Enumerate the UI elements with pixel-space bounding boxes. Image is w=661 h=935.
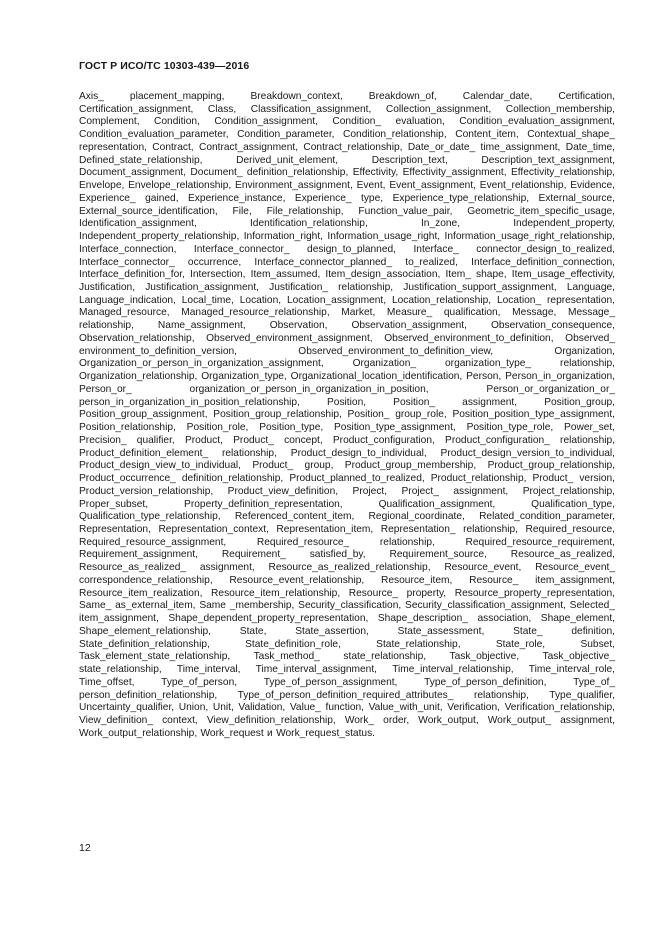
body-paragraph: Axis_ placement_mapping, Breakdown_context, Breakdown_of, Calendar_date, Certification, Certification_assignment, Class, Classification_assignment, Collection_assignment, Collection_membership, Complement, Condition, Condition_assignment, Condition_ evaluation, Condition_evaluation_assignment, Condition_evaluation_parameter, Condition_parameter, Condition_relationship, Content_item, Contextual_shape_ representation, Contract, Contract_assignment, Contract_relationship, Date_or_date_ time_assignment, Date_time, Defined_state_relationship, Derived_unit_element, Description_text, Description_text_assignment, Document_assignment, Document_ definition_relationship, Effectivity, Effectivity_assignment, Effectivity_relationship, Envelope, Envelope_relationship, Environment_assignment, Event, Event_assignment, Event_relationship, Evidence, Experience_ gained, Experience_instance, Experience_ type, Experience_type_relationship, External_source, External_source_identification, File, File_relationship, Function_value_pair, Geometric_item_specific_usage, Identification_assignment, Identification_relationship, In_zone, Independent_property, Independent_property_relationship, Information_right, Information_usage_right, Information_usage_right_relationship, Interface_connection, Interface_connector_ design_to_planned, Interface_ connector_design_to_realized, Interface_connector_ occurrence, Interface_connector_planned_ to_realized, Interface_definition_connection, Interface_definition_for, Intersection, Item_assumed, Item_design_association, Item_ shape, Item_usage_effectivity, Justification, Justification_assignment, Justification_ relationship, Justification_support_assignment, Language, Language_indication, Local_time, Location, Location_assignment, Location_relationship, Location_ representation, Managed_resource, Managed_resource_relationship, Market, Measure_ qualification, Message, Message_ relationship, Name_assignment, Observation, Observation_assignment, Observation_consequence, Observation_relationship, Observed_environment_assignment, Observed_environment_to_definition, Observed_ environment_to_definition_version, Observed_environment_to_definition_view, Organization, Organization_or_person_in_organization_assignment, Organization_ organization_type_ relationship, Organization_relationship, Organization_type, Organizational_location_identification, Person, Person_in_organization, Person_or_ organization_or_person_in_organization_in_position, Person_or_organization_or_ person_in_organization_in_position_relationship, Position, Position_ assignment, Position_group, Position_group_assignment, Position_group_relationship, Position_ group_role, Position_position_type_assignment, Position_relationship, Position_role, Position_type, Position_type_assignment, Position_type_role, Power_set, Precision_ qualifier, Product, Product_ concept, Product_configuration, Product_configuration_ relationship, Product_definition_element_ relationship, Product_design_to_individual, Product_design_version_to_individual, Product_design_view_to_individual, Product_ group, Product_group_membership, Product_group_relationship, Product_occurrence_ definition_relationship, Product_planned_to_realized, Product_relationship, Product_ version, Product_version_relationship, Product_view_definition, Project, Project_ assignment, Project_relationship, Proper_subset, Property_definition_representation, Qualification_assignment, Qualification_type, Qualification_type_relationship, Referenced_content_item, Regional_coordinate, Related_condition_parameter, Representation, Representation_context, Representation_item, Representation_ relationship, Required_resource, Required_resource_assignment, Required_resource_ relationship, Required_resource_requirement, Requirement_assignment, Requirement_ satisfied_by, Requirement_source, Resource_as_realized, Resource_as_realized_ assignment, Resource_as_realized_relationship, Resource_event, Resource_event_ correspondence_relationship, Resource_event_relationship, Resource_item, Resource_ item_assignment, Resource_item_realization, Resource_item_relationship, Resource_ property, Resource_property_representation, Same_ as_external_item, Same _membership, Security_classification, Security_classification_assignment, Selected_ item_assignment, Shape_dependent_property_representation, Shape_description_ association, Shape_element, Shape_element_relationship, State, State_assertion, State_assessment, State_ definition, State_definition_relationship, State_definition_role, State_relationship, State_role, Subset, Task_element_state_relationship, Task_method_ state_relationship, Task_objective, Task_objective_ state_relationship, Time_interval, Time_interval_assignment, Time_interval_relationship, Time_interval_role, Time_offset, Type_of_person, Type_of_person_assignment, Type_of_person_definition, Type_of_ person_definition_relationship, Type_of_person_definition_required_attributes_ relationship, Type_qualifier, Uncertainty_qualifier, Union, Unit, Validation, Value_ function, Value_with_unit, Verification, Verification_relationship, View_definition_ context, View_definition_relationship, Work_ order, Work_output, Work_output_ assignment, Work_output_relationship, Work_request и Work_request_status. (79, 91, 615, 739)
page-number: 12 (79, 842, 91, 854)
document-header: ГОСТ Р ИСО/ТС 10303-439—2016 (79, 60, 250, 72)
